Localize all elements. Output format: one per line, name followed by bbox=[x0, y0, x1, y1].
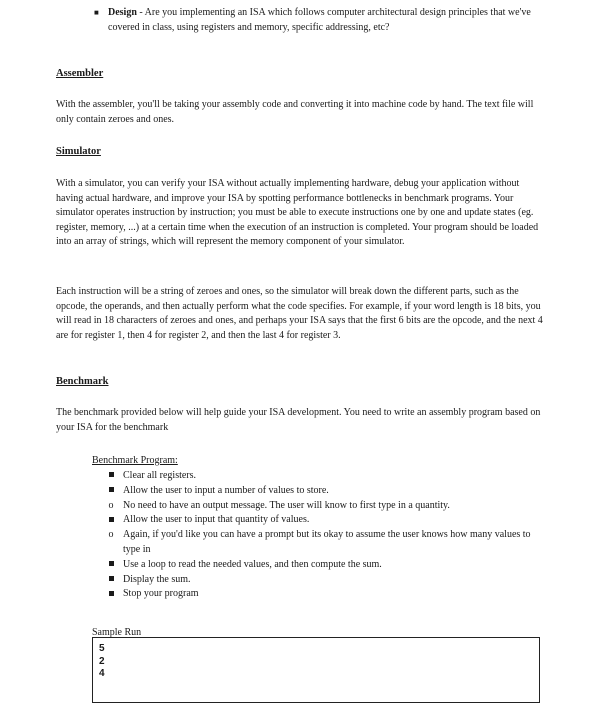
square-bullet-icon bbox=[109, 487, 114, 492]
design-text: - Are you implementing an ISA which follows computer architectural design principles that we've covered in class, using registers and memory, specific addressing, etc? bbox=[108, 7, 531, 33]
list-item: Clear all registers. bbox=[105, 469, 545, 484]
square-bullet-icon bbox=[109, 576, 114, 581]
list-item: Display the sum. bbox=[105, 573, 545, 588]
square-bullet-icon: ■ bbox=[94, 8, 99, 17]
list-item: Allow the user to input that quantity of values. bbox=[105, 513, 545, 528]
simulator-heading: Simulator bbox=[56, 146, 101, 157]
assembler-paragraph: With the assembler, you'll be taking your assembly code and converting it into machine code by hand. The text file will only contain zeroes and ones. bbox=[56, 99, 534, 125]
circle-bullet-icon: o bbox=[108, 529, 114, 541]
simulator-paragraph-2: Each instruction will be a string of zeroes and ones, so the simulator will break down the different parts, such as the opcode, the operands, and then actually perform what the code specifies. For example, if your word length is 18 bits, you will read in 18 characters of zeroes and ones, and perhaps your ISA says that the first 6 bits are the opcode, and the next 4 are for register 1, then 4 for register 2, and then the last 4 for register 3. bbox=[56, 286, 543, 341]
design-label: Design bbox=[108, 7, 137, 18]
sample-run-line: 2 bbox=[99, 655, 105, 667]
design-bullet bbox=[94, 5, 538, 35]
sample-run-line: 4 bbox=[99, 668, 105, 679]
assembler-heading: Assembler bbox=[56, 68, 104, 79]
square-bullet-icon bbox=[109, 591, 114, 596]
sample-run-line: 5 bbox=[99, 643, 105, 654]
sample-run-label: Sample Run bbox=[92, 627, 142, 638]
square-bullet-icon bbox=[109, 472, 114, 477]
list-item: o Again, if you'd like you can have a prompt but its okay to assume the user knows how many values to type in bbox=[105, 528, 545, 558]
benchmark-program-title: Benchmark Program: bbox=[92, 455, 178, 466]
list-item: Allow the user to input a number of values to store. bbox=[105, 484, 545, 499]
list-item: Stop your program bbox=[105, 587, 545, 602]
square-bullet-icon bbox=[109, 517, 114, 522]
list-item: Use a loop to read the needed values, and then compute the sum. bbox=[105, 558, 545, 573]
benchmark-heading: Benchmark bbox=[56, 376, 109, 387]
benchmark-paragraph: The benchmark provided below will help guide your ISA development. You need to write an assembly program based on your ISA for the benchmark bbox=[56, 407, 541, 433]
sample-run-box bbox=[92, 637, 540, 703]
simulator-paragraph-1: With a simulator, you can verify your ISA without actually implementing hardware, debug your application without having actual hardware, and improve your ISA by spotting performance bottlenecks in benchmark programs. Your simulator operates instruction by instruction; you must be able to execute instructions one by one and update states (eg. register, memory, ...) at a certain time when the execution of an instruction is completed. Your program should be loaded into an array of strings, which will represent the memory component of your simulator. bbox=[56, 178, 539, 247]
benchmark-program-list bbox=[105, 469, 545, 602]
square-bullet-icon bbox=[109, 561, 114, 566]
list-item: o No need to have an output message. The user will know to first type in a quantity. bbox=[105, 499, 545, 514]
circle-bullet-icon: o bbox=[108, 499, 114, 511]
